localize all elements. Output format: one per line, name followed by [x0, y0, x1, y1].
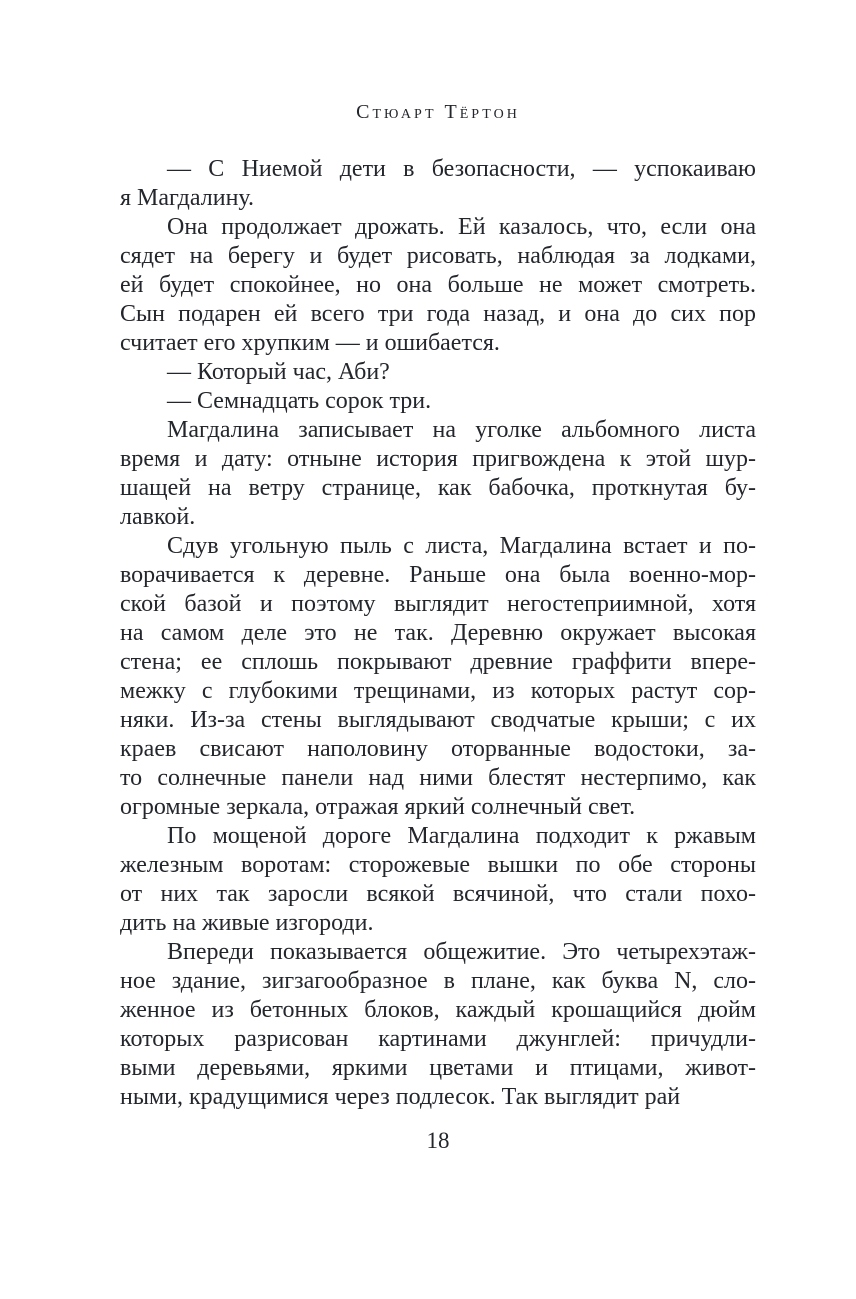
page-number: 18 — [426, 1128, 450, 1153]
text-line: выми деревьями, яркими цветами и птицами, живот- — [120, 1055, 756, 1081]
text-line: Она продолжает дрожать. Ей казалось, что, если она — [167, 214, 756, 240]
text-line: железным воротам: сторожевые вышки по обе стороны — [120, 852, 756, 878]
paragraph — [120, 155, 756, 213]
paragraph — [120, 213, 756, 358]
text-line: — С Ниемой дети в безопасности, — успокаиваю — [167, 156, 756, 182]
text-line: ное здание, зигзагообразное в плане, как буква N, сло- — [120, 968, 756, 994]
text-line: от них так заросли всякой всячиной, что стали похо- — [120, 881, 756, 907]
text-line: шащей на ветру странице, как бабочка, проткнутая бу- — [120, 475, 756, 501]
text-line: ворачивается к деревне. Раньше она была военно-мор- — [120, 562, 756, 588]
text-line: няки. Из-за стены выглядывают сводчатые крыши; с их — [120, 707, 756, 733]
text-line: ей будет спокойнее, но она больше не может смотреть. — [120, 272, 756, 298]
text-line: женное из бетонных блоков, каждый крошащийся дюйм — [120, 997, 756, 1023]
paragraph — [120, 416, 756, 532]
text-line: краев свисают наполовину оторванные водостоки, за- — [120, 736, 756, 762]
text-line: Впереди показывается общежитие. Это четырехэтаж- — [167, 939, 756, 965]
text-line: я Магдалину. — [120, 185, 255, 211]
text-line: лавкой. — [120, 504, 196, 530]
text-line: на самом деле это не так. Деревню окружает высокая — [120, 620, 756, 646]
text-line: — Который час, Аби? — [167, 359, 390, 385]
paragraph — [120, 532, 756, 822]
text-line: время и дату: отныне история пригвождена к этой шур- — [120, 446, 756, 472]
text-line: дить на живые изгороди. — [120, 910, 374, 936]
paragraph — [120, 938, 756, 1112]
text-line: стена; ее сплошь покрывают древние граффити впере- — [120, 649, 756, 675]
text-line: которых разрисован картинами джунглей: причудли- — [120, 1026, 756, 1052]
running-head: Стюарт Тёртон — [356, 101, 520, 123]
text-line: сядет на берегу и будет рисовать, наблюдая за лодками, — [120, 243, 756, 269]
text-line: ской базой и поэтому выглядит негостеприимной, хотя — [120, 591, 756, 617]
text-line: ными, крадущимися через подлесок. Так выглядит рай — [120, 1084, 681, 1110]
text-line: Сын подарен ей всего три года назад, и она до сих пор — [120, 301, 756, 327]
text-line: По мощеной дороге Магдалина подходит к ржавым — [167, 823, 756, 849]
text-line: — Семнадцать сорок три. — [167, 388, 432, 414]
text-line: считает его хрупким — и ошибается. — [120, 330, 500, 356]
text-line: то солнечные панели над ними блестят нестерпимо, как — [120, 765, 756, 791]
paragraph — [120, 358, 756, 387]
paragraph — [120, 822, 756, 938]
paragraph — [120, 387, 756, 416]
body-text — [120, 155, 756, 1112]
text-line: огромные зеркала, отражая яркий солнечный свет. — [120, 794, 636, 820]
text-line: Магдалина записывает на уголке альбомного листа — [167, 417, 756, 443]
text-line: Сдув угольную пыль с листа, Магдалина встает и по- — [167, 533, 756, 559]
text-line: межку с глубокими трещинами, из которых растут сор- — [120, 678, 756, 704]
